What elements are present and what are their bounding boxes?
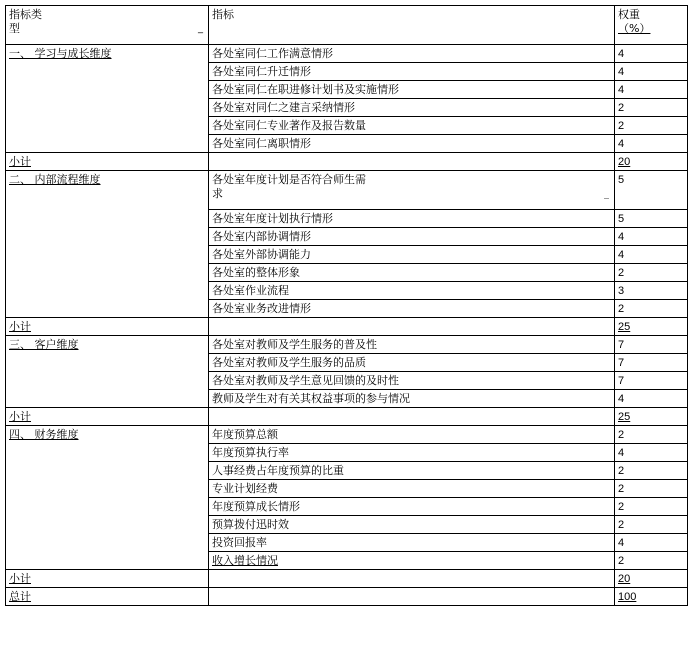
indicator-label: 收入增长情况 <box>212 554 278 567</box>
weight-value: 2 <box>618 267 625 279</box>
weight-cell <box>615 264 688 282</box>
indicator-label: 各处室年度计划执行情形 <box>212 212 333 225</box>
weight-cell <box>615 246 688 264</box>
subtotal-label-cell <box>6 153 209 171</box>
header-weight-cell <box>615 6 688 45</box>
weight-value: 2 <box>618 429 625 441</box>
header-category-line2: 型 <box>9 22 20 35</box>
indicator-cell <box>209 336 615 354</box>
indicator-label: 各处室业务改进情形 <box>212 302 311 315</box>
weight-cell <box>615 135 688 153</box>
indicator-cell <box>209 45 615 63</box>
subtotal-row <box>6 408 688 426</box>
weight-cell <box>615 117 688 135</box>
weight-cell <box>615 171 688 210</box>
header-weight-line1: 权重 <box>618 8 640 21</box>
subtotal-value: 20 <box>618 573 631 585</box>
indicator-label: 各处室同仁专业著作及报告数量 <box>212 119 366 132</box>
indicator-cell <box>209 228 615 246</box>
subtotal-value: 20 <box>618 156 631 168</box>
indicator-cell <box>209 498 615 516</box>
indicator-label: 各处室同仁离职情形 <box>212 137 311 150</box>
header-category-line1: 指标类 <box>9 8 42 21</box>
indicator-cell <box>209 210 615 228</box>
header-row <box>6 6 688 45</box>
header-indicator: 指标 <box>212 8 234 21</box>
subtotal-empty-cell <box>209 570 615 588</box>
indicator-label: 各处室同仁升迁情形 <box>212 65 311 78</box>
total-row <box>6 588 688 606</box>
weight-cell <box>615 498 688 516</box>
indicator-cell <box>209 282 615 300</box>
subtotal-row <box>6 318 688 336</box>
weight-value: 5 <box>618 174 625 186</box>
indicator-cell <box>209 480 615 498</box>
subtotal-row <box>6 153 688 171</box>
indicator-label: 人事经费占年度预算的比重 <box>212 464 344 477</box>
weight-value: 2 <box>618 501 625 513</box>
subtotal-empty-cell <box>209 318 615 336</box>
indicator-label: 各处室对教师及学生意见回馈的及时性 <box>212 374 399 387</box>
weight-cell <box>615 228 688 246</box>
weight-value: 4 <box>618 231 625 243</box>
indicator-cell <box>209 264 615 282</box>
indicator-label: 年度预算成长情形 <box>212 500 300 513</box>
indicator-label: 各处室同仁工作满意情形 <box>212 47 333 60</box>
indicator-row <box>6 336 688 354</box>
weight-cell <box>615 336 688 354</box>
weight-value: 2 <box>618 483 625 495</box>
category-cell <box>6 171 209 318</box>
subtotal-label: 小计 <box>9 155 31 168</box>
subtotal-value: 25 <box>618 411 631 423</box>
subtotal-value-cell <box>615 318 688 336</box>
weight-value: 2 <box>618 102 625 114</box>
header-indicator-cell <box>209 6 615 45</box>
indicator-row <box>6 426 688 444</box>
indicator-cell <box>209 99 615 117</box>
weight-cell <box>615 480 688 498</box>
category-title: 四、 财务维度 <box>9 428 79 441</box>
weight-cell <box>615 354 688 372</box>
weight-cell <box>615 516 688 534</box>
indicator-weight-table <box>5 5 688 606</box>
weight-cell <box>615 210 688 228</box>
weight-cell <box>615 552 688 570</box>
indicator-cell <box>209 516 615 534</box>
indicator-label: 年度预算总额 <box>212 428 278 441</box>
indicator-cell <box>209 552 615 570</box>
indicator-label: 各处室年度计划是否符合师生需 <box>212 173 366 186</box>
indicator-mark: _ <box>604 188 609 199</box>
indicator-label: 各处室外部协调能力 <box>212 248 311 261</box>
indicator-label: 专业计划经费 <box>212 482 278 495</box>
weight-value: 2 <box>618 465 625 477</box>
weight-value: 4 <box>618 249 625 261</box>
category-title: 三、 客户维度 <box>9 338 79 351</box>
indicator-cell <box>209 390 615 408</box>
indicator-label: 教师及学生对有关其权益事项的参与情况 <box>212 392 410 405</box>
category-title: 一、 学习与成长维度 <box>9 47 112 60</box>
weight-value: 4 <box>618 48 625 60</box>
weight-value: 2 <box>618 303 625 315</box>
weight-value: 4 <box>618 393 625 405</box>
weight-value: 3 <box>618 285 625 297</box>
total-empty-cell <box>209 588 615 606</box>
header-category-mark: _ <box>198 23 203 34</box>
indicator-label: 年度预算执行率 <box>212 446 289 459</box>
indicator-label: 各处室作业流程 <box>212 284 289 297</box>
indicator-cell <box>209 354 615 372</box>
weight-value: 4 <box>618 66 625 78</box>
indicator-label: 各处室同仁在职进修计划书及实施情形 <box>212 83 399 96</box>
total-value-cell <box>615 588 688 606</box>
subtotal-value-cell <box>615 153 688 171</box>
indicator-label: 各处室的整体形象 <box>212 266 300 279</box>
indicator-label: 各处室对教师及学生服务的品质 <box>212 356 366 369</box>
indicator-cell <box>209 534 615 552</box>
indicator-cell <box>209 426 615 444</box>
indicator-cell <box>209 81 615 99</box>
subtotal-label: 小计 <box>9 320 31 333</box>
weight-cell <box>615 534 688 552</box>
subtotal-value: 25 <box>618 321 631 333</box>
weight-value: 4 <box>618 537 625 549</box>
weight-cell <box>615 372 688 390</box>
weight-cell <box>615 63 688 81</box>
total-value: 100 <box>618 591 637 603</box>
weight-cell <box>615 426 688 444</box>
indicator-cell <box>209 462 615 480</box>
weight-cell <box>615 45 688 63</box>
indicator-label: 各处室内部协调情形 <box>212 230 311 243</box>
weight-value: 4 <box>618 447 625 459</box>
weight-value: 2 <box>618 120 625 132</box>
subtotal-row <box>6 570 688 588</box>
indicator-row <box>6 45 688 63</box>
indicator-label: 预算拨付迅时效 <box>212 518 289 531</box>
weight-value: 7 <box>618 357 625 369</box>
weight-cell <box>615 81 688 99</box>
indicator-cell <box>209 372 615 390</box>
indicator-cell <box>209 444 615 462</box>
subtotal-label: 小计 <box>9 410 31 423</box>
total-label: 总计 <box>9 590 31 603</box>
indicator-label-continued: 求 <box>212 187 223 200</box>
weight-value: 2 <box>618 555 625 567</box>
subtotal-label-cell <box>6 570 209 588</box>
category-cell <box>6 426 209 570</box>
total-label-cell <box>6 588 209 606</box>
weight-value: 5 <box>618 213 625 225</box>
subtotal-label-cell <box>6 318 209 336</box>
weight-cell <box>615 99 688 117</box>
indicator-cell <box>209 246 615 264</box>
weight-value: 7 <box>618 339 625 351</box>
weight-cell <box>615 462 688 480</box>
subtotal-value-cell <box>615 408 688 426</box>
header-weight-line2: （%） <box>618 22 651 35</box>
indicator-label: 各处室对教师及学生服务的普及性 <box>212 338 377 351</box>
indicator-cell <box>209 63 615 81</box>
indicator-cell <box>209 300 615 318</box>
subtotal-empty-cell <box>209 408 615 426</box>
weight-cell <box>615 282 688 300</box>
indicator-row <box>6 171 688 210</box>
table-body <box>6 6 688 606</box>
subtotal-empty-cell <box>209 153 615 171</box>
indicator-cell <box>209 171 615 210</box>
header-category-cell <box>6 6 209 45</box>
indicator-cell <box>209 135 615 153</box>
weight-value: 2 <box>618 519 625 531</box>
weight-value: 4 <box>618 138 625 150</box>
category-cell <box>6 336 209 408</box>
weight-cell <box>615 390 688 408</box>
indicator-cell <box>209 117 615 135</box>
weight-cell <box>615 300 688 318</box>
weight-value: 4 <box>618 84 625 96</box>
indicator-label: 各处室对同仁之建言采纳情形 <box>212 101 355 114</box>
indicator-label: 投资回报率 <box>212 536 267 549</box>
subtotal-label-cell <box>6 408 209 426</box>
category-cell <box>6 45 209 153</box>
subtotal-label: 小计 <box>9 572 31 585</box>
subtotal-value-cell <box>615 570 688 588</box>
category-title: 二、 内部流程维度 <box>9 173 101 186</box>
weight-cell <box>615 444 688 462</box>
weight-value: 7 <box>618 375 625 387</box>
